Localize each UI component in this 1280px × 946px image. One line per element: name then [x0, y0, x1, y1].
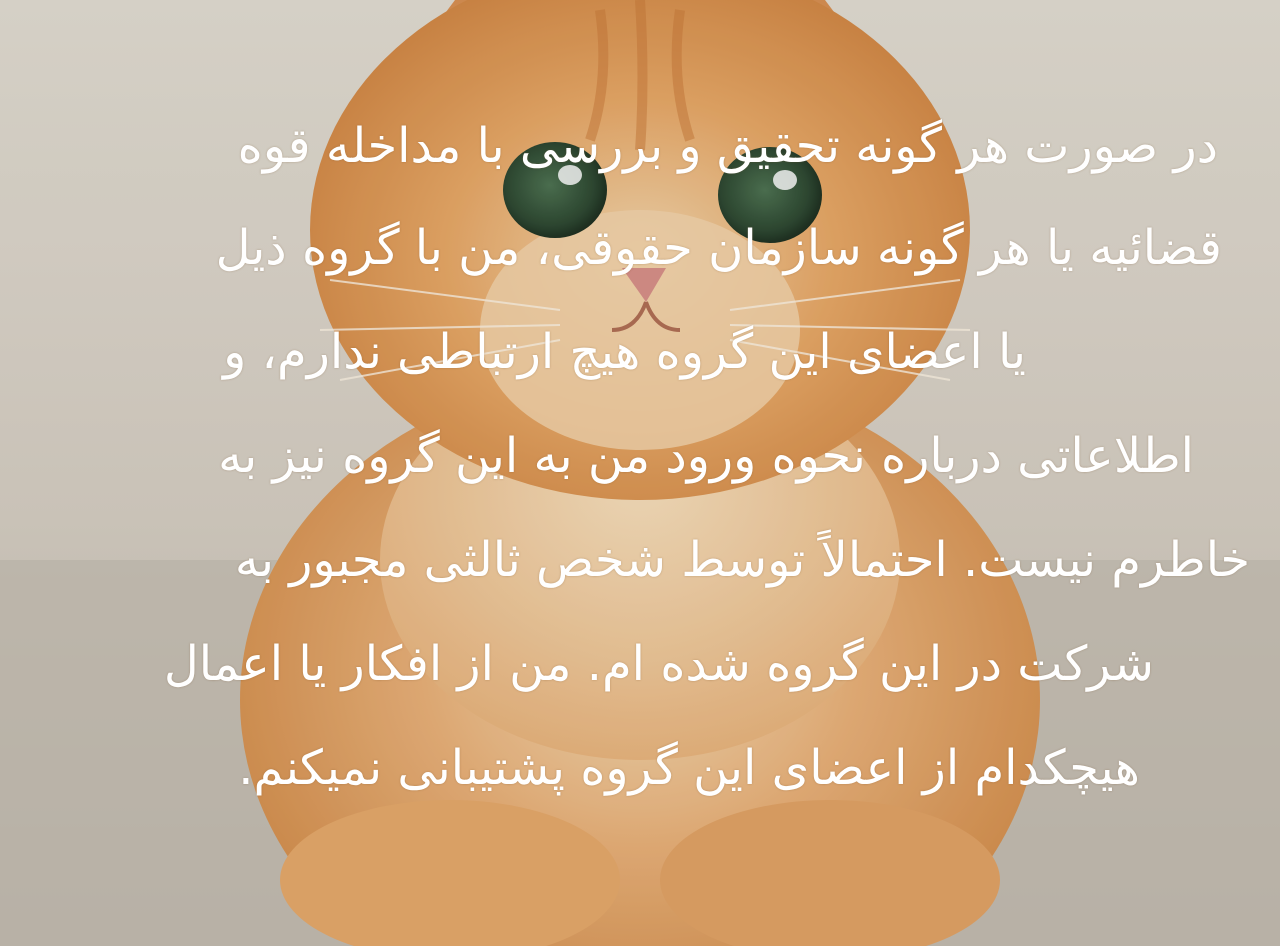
caption-line-1: در صورت هر گونه تحقیق و بررسی با مداخله قوه	[237, 118, 1218, 174]
caption-line-2: قضائیه یا هر گونه سازمان حقوقی، من با گروه ذیل	[215, 220, 1222, 276]
caption-line-3: یا اعضای این گروه هیچ ارتباطی ندارم، و	[223, 324, 1026, 380]
caption-line-7: هیچکدام از اعضای این گروه پشتیبانی نمیکنم.	[238, 740, 1140, 796]
caption-text	[0, 96, 1280, 816]
caption-line-4: اطلاعاتی درباره نحوه ورود من به این گروه نیز به	[218, 428, 1194, 484]
caption-line-6: شرکت در این گروه شده ام. من از افکار یا اعمال	[163, 636, 1154, 692]
caption-line-5: خاطرم نیست. احتمالاً توسط شخص ثالثی مجبور به	[234, 532, 1250, 588]
